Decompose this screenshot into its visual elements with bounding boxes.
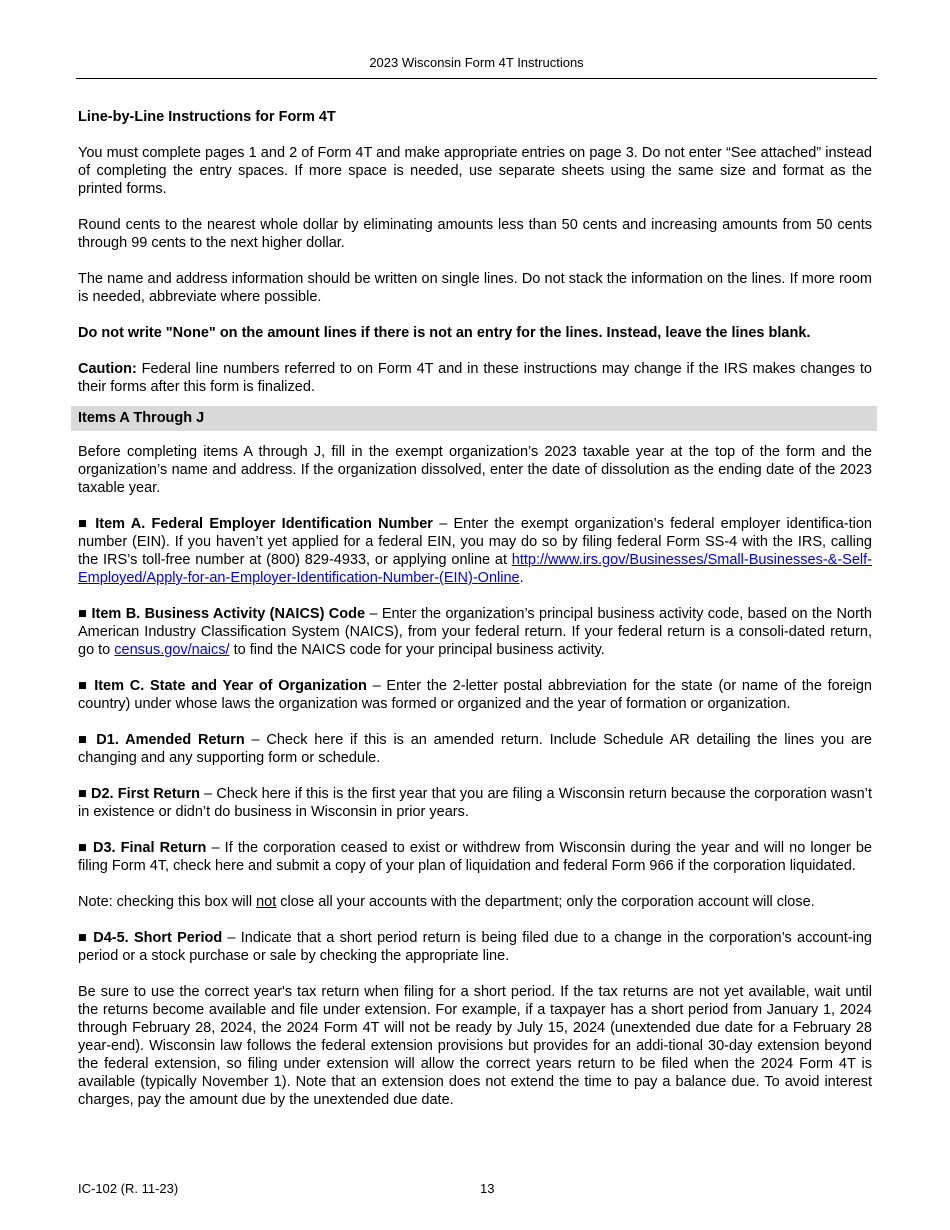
item-d45-text: – Indicate that a short period return is being filed due to a change in the corporation’s account-ing period or a stock purchase or sale by checking the appropriate line. — [78, 930, 872, 964]
item-a — [78, 515, 872, 587]
item-d2 — [78, 785, 872, 821]
item-d2-label: ■ D2. First Return — [78, 786, 200, 802]
item-d3 — [78, 839, 872, 875]
footer-page-number: 13 — [480, 1181, 495, 1196]
item-b-end: to find the NAICS code for your principal business activity. — [229, 642, 605, 658]
item-b-text: – Enter the organization’s principal business activity code, based on the North American Industry Classification System (NAICS), from your federal return. If your federal return is a consoli-dated return, go to — [78, 606, 872, 658]
item-c-label: ■ Item C. State and Year of Organization — [78, 678, 367, 694]
item-d1-text: – Check here if this is an amended return. Include Schedule AR detailing the lines you are changing and any supporting form or schedule. — [78, 732, 872, 766]
note-text-b: close all your accounts with the department; only the corporation account will close. — [276, 894, 815, 910]
header-divider — [76, 78, 877, 79]
intro-paragraph-3: The name and address information should be written on single lines. Do not stack the information on the lines. If more room is needed, abbreviate where possible. — [78, 271, 872, 305]
items-section-header: Items A Through J — [71, 406, 877, 431]
footer-form-id: IC-102 (R. 11-23) — [78, 1181, 179, 1196]
item-b — [78, 605, 872, 659]
item-d45 — [78, 929, 872, 965]
caution-label: Caution: — [78, 361, 137, 377]
item-d45-label: ■ D4-5. Short Period — [78, 930, 223, 946]
caution-text: Federal line numbers referred to on Form 4T and in these instructions may change if the IRS makes changes to their forms after this form is finalized. — [78, 361, 872, 395]
note-paragraph — [78, 893, 872, 911]
none-warning: Do not write "None" on the amount lines if there is not an entry for the lines. Instead, leave the lines blank. — [78, 325, 811, 341]
item-c — [78, 677, 872, 713]
irs-ein-link[interactable]: http://www.irs.gov/Businesses/Small-Businesses-&-Self-Employed/Apply-for-an-Employer-Identification-Number-(EIN)-Online — [78, 552, 872, 586]
items-intro: Before completing items A through J, fill in the exempt organization’s 2023 taxable year at the top of the form and the organization’s name and address. If the organization dissolved, enter the date of dissolution as the ending date of the 2023 taxable year. — [78, 444, 872, 496]
item-c-text: – Enter the 2-letter postal abbreviation for the state (or name of the foreign country) under whose laws the organization was formed or organized and the year of formation or organization. — [78, 678, 872, 712]
intro-paragraph-1: You must complete pages 1 and 2 of Form 4T and make appropriate entries on page 3. Do not enter “See attached” instead of completing the entry spaces. If more space is needed, use separate sheets using the same size and format as the printed forms. — [78, 145, 872, 197]
section-title: Line-by-Line Instructions for Form 4T — [78, 109, 336, 125]
intro-paragraph-4 — [78, 324, 872, 342]
intro-paragraph-2: Round cents to the nearest whole dollar by eliminating amounts less than 50 cents and increasing amounts from 50 cents through 99 cents to the next higher dollar. — [78, 217, 872, 251]
caution-paragraph — [78, 360, 872, 396]
naics-link[interactable]: census.gov/naics/ — [114, 642, 230, 658]
item-d3-label: ■ D3. Final Return — [78, 840, 207, 856]
item-a-end: . — [519, 570, 524, 586]
item-a-label: ■ Item A. Federal Employer Identification Number — [78, 516, 433, 532]
item-d1 — [78, 731, 872, 767]
note-emphasis: not — [256, 894, 277, 910]
item-d2-text: – Check here if this is the first year that you are filing a Wisconsin return because the corporation wasn’t in existence or didn’t do business in Wisconsin in prior years. — [78, 786, 872, 820]
item-d1-label: ■ D1. Amended Return — [78, 732, 245, 748]
note-text-a: Note: checking this box will — [78, 894, 257, 910]
page-content — [78, 108, 872, 1127]
item-d3-text: – If the corporation ceased to exist or withdrew from Wisconsin during the year and will no longer be filing Form 4T, check here and submit a copy of your plan of liquidation and federal Form 966 if the corporation liquidated. — [78, 840, 872, 874]
short-period-paragraph: Be sure to use the correct year's tax return when filing for a short period. If the tax returns are not yet available, wait until the returns become available and file under extension. For example, if a taxpayer has a short period from January 1, 2024 through February 28, 2024, the 2024 Form 4T will not be ready by July 15, 2024 (unextended due date for a February 28 year-end). Wisconsin law follows the federal extension provisions but provides for an addi-tional 30-day extension beyond the federal extension, so filing under extension will allow the correct years return to be filed when the 2024 Form 4T is available (typically November 1). Note that an extension does not extend the time to pay a balance due. To avoid interest charges, pay the amount due by the unextended due date. — [78, 984, 872, 1108]
item-b-label: ■ Item B. Business Activity (NAICS) Code — [78, 606, 366, 622]
page-header: 2023 Wisconsin Form 4T Instructions — [369, 55, 584, 70]
item-a-text: – Enter the exempt organization’s federal employer identifica-tion number (EIN). If you haven’t yet applied for a federal EIN, you may do so by filing federal Form SS-4 with the IRS, calling the IRS’s toll-free number at (800) 829-4933, or applying online at — [78, 516, 872, 568]
